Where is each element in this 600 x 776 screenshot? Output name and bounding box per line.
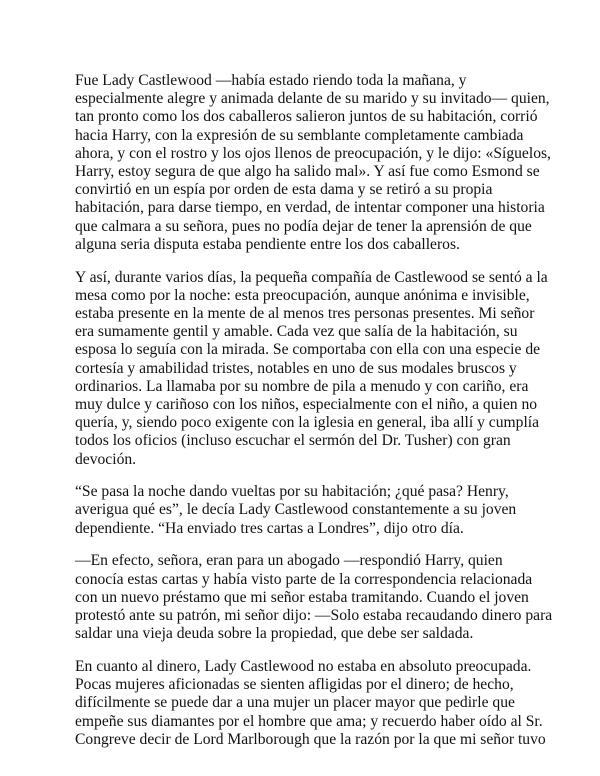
paragraph-5: En cuanto al dinero, Lady Castlewood no estaba en absoluto preocupada. Pocas mujeres aficionadas se sienten afligidas por el dinero; de hecho, difícilmente se puede dar a una mujer un placer mayor que pedirle que empeñe sus diamantes por el hombre que ama; y recuerdo haber oído al Sr. Congreve decir de Lord Marlborough que la razón por la que mi señor tuvo — [75, 657, 546, 748]
paragraph-3: “Se pasa la noche dando vueltas por su habitación; ¿qué pasa? Henry, averigua qué es”, le decía Lady Castlewood constantemente a su joven dependiente. “Ha enviado tres cartas a Londres”, dijo otro día. — [75, 483, 517, 537]
document-page — [75, 72, 555, 763]
paragraph-1: Fue Lady Castlewood —había estado riendo toda la mañana, y especialmente alegre y animada delante de su marido y su invitado— quien, tan pronto como los dos caballeros salieron juntos de su habitación, corrió hacia Harry, con la expresión de su semblante completamente cambiada ahora, y con el rostro y los ojos llenos de preocupación, y le dijo: «Síguelos, Harry, estoy segura de que algo ha salido mal». Y así fue como Esmond se convirtió en un espía por orden de esta dama y se retiró a su propia habitación, para darse tiempo, en verdad, de intentar componer una historia que calmara a su señora, pues no podía dejar de tener la aprensión de que alguna seria disputa estaba pendiente entre los dos caballeros. — [75, 72, 551, 253]
paragraph-4: —En efecto, señora, eran para un abogado —respondió Harry, quien conocía estas cartas y había visto parte de la correspondencia relacionada con un nuevo préstamo que mi señor estaba tramitando. Cuando el joven protestó ante su patrón, mi señor dijo: —Solo estaba recaudando dinero para saldar una vieja deuda sobre la propiedad, que debe ser saldada. — [75, 552, 553, 643]
paragraph-2: Y así, durante varios días, la pequeña compañía de Castlewood se sentó a la mesa como por la noche: esta preocupación, aunque anónima e invisible, estaba presente en la mente de al menos tres personas presentes. Mi señor era sumamente gentil y amable. Cada vez que salía de la habitación, su esposa lo seguía con la mirada. Se comportaba con ella con una especie de cortesía y amabilidad tristes, notables en uno de sus modales bruscos y ordinarios. La llamaba por su nombre de pila a menudo y con cariño, era muy dulce y cariñoso con los niños, especialmente con el niño, a quien no quería, y, siendo poco exigente con la iglesia en general, iba allí y cumplía todos los oficios (incluso escuchar el sermón del Dr. Tusher) con gran devoción. — [75, 268, 548, 468]
